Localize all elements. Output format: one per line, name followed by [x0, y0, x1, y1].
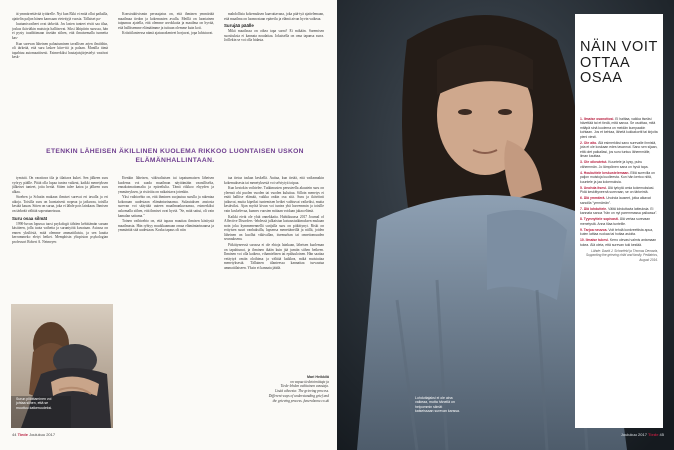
paragraph: Etenkin läheisen, väkivaltaisen tai tapaturmaisen läheisen kuolema voi saada maailman näyttämään vaaralliselta, ennakoimattomalta ja epäreilulta. Tämä riikkoo ehyyden ja ymmärryksen, ja ristiriita on ratkaistava jotenkin.: [118, 176, 214, 194]
subheading: Suru osaa silmät: [12, 215, 48, 221]
tip-number: 8.: [580, 217, 583, 222]
tip-number: 6.: [580, 196, 583, 201]
tip-text: Eiliä surevilla on paljon muistoja kuolleesta. Kun hän kertoo niitä, kuuntele ja jaa kokemuksia.: [580, 170, 655, 184]
tip-number: 3.: [580, 160, 583, 165]
tip-text: Voit tehdä konkreettista apua, kuten laittaa ruokaa tai hoitaa asioita.: [580, 227, 654, 237]
column-1-bottom: [12, 176, 108, 298]
tip-number: 4.: [580, 170, 583, 175]
tip-item: [580, 186, 658, 195]
paragraph: 1990-luvun lopussa tuosi psykologit tähtien kehittämän suruan käsitteen, jolla tuota vaihetta ja suruntyötä kuvataan. Asiassa on ennen yksilöstä, mitä olemme ammattilaisia, ja sen kautta kerrommeko eletyt hetket. Memphisin yliopiston psykologian professori Robert A. Neimeyer.: [12, 221, 108, 244]
photo-caption: Lohduttajaksi ei ole aina vaikeaa, mutta hänellä on helpommin silmät katseissaan surevan kanssa.: [415, 396, 460, 413]
column-2-bottom: [118, 176, 214, 424]
tip-number: 2.: [580, 140, 583, 145]
paragraph: tymistä. On varattava tila ja tilattava kuket. Sen jälkeen suru vyöryy päälle. Pitää olla lupaa tuntea vaikeat, kaikki menetyksen jälkeiset tunteet, joita herää. Sitten tulee katoa ja jälkeen suru alkaa.: [12, 176, 108, 194]
tip-title: Ilmaise osanottosi.: [583, 116, 615, 121]
tip-title: Ilmaise tukesi.: [585, 238, 609, 243]
tip-number: 5.: [580, 185, 583, 190]
photo-caption: Surun piilottaminen voi johtaa siihen, että se muuttuu katkeruudeksi.: [16, 397, 53, 410]
paragraph: Kun surevan läheinen paluutuminen tavallisen arjen ilmiöihin, oli tärkeää, että suru laskee kiire-ttä ja palaan. Monilla tämä tapahtuu automaattisesti. Esimerkiksi hautajaisjärjestelyt vaativat kesk-: [12, 41, 108, 60]
column-2-top: [118, 12, 214, 138]
page-number: 45: [659, 432, 664, 437]
tip-text: Älä tyrkytä omia kokemuksiasi. Pidä keskittyneenä surevaan, se on tärkeintä.: [580, 185, 655, 195]
tip-item: [580, 196, 658, 205]
source-note: Lähde: David J. Schonfeld ja Thomas Demaria, Supporting the grieving child and family. Pediatrics, August 2016.: [585, 249, 658, 262]
tip-text: Unohda lauseet, jotka alkavat sanoilla "ymmärrän".: [580, 196, 651, 205]
tip-item: [580, 171, 658, 185]
sidebar-title: NÄIN VOIT OTTAA OSAA: [580, 39, 658, 86]
tips-list: [580, 117, 658, 248]
right-footer: [621, 432, 664, 437]
tip-title: Tyynnyttele sopivasti.: [583, 217, 619, 222]
page-number: 44: [12, 432, 17, 437]
column-1-top: [12, 12, 108, 138]
tip-title: Unohda itsesi.: [583, 185, 607, 190]
tip-text: Vältä lohduttavia latteuksia. Ei kannata sanoa "hän on nyt paremmassa paikassa".: [580, 206, 658, 216]
magazine-brand: Tiede: [17, 432, 28, 437]
tip-number: 9.: [580, 227, 583, 232]
issue-label: Joulukuu 2017: [29, 432, 56, 437]
tip-text: Kuuntele ja kysy, puhu vähemmän. Jo lämpöinen sana on hyvä tapa.: [580, 160, 649, 169]
subheading: Surujää päälle: [224, 23, 254, 29]
tip-title: Tarjoa neuvoa.: [583, 227, 608, 232]
tip-number: 7.: [580, 206, 583, 211]
tip-item: [580, 228, 658, 237]
paragraph: taa tietoa tuskan keskellä. Auttaa, kun tietää, että vaikeanakin kokemuksesta tai menetyksestä voi selviytyä toipua.: [224, 176, 324, 185]
tip-text: Kerro olevasi valmis antamaan tukea. Älä oleta, että surevan tuki kestää.: [580, 238, 657, 247]
tip-number: 10.: [580, 238, 585, 243]
paragraph: Kun kestokin voihtelee. Tutkimusten perusteella akuutein suru on yleensä ohi puolen vuoden tai vuoden kuluttua. Silloin menetys ei enää hallitse elämää, vaikka onkin osa sitä. Suru ja ikävöinti jatkuvat, mutta kipeiksi tuntemisen hetket vaihtuvat vaikeiksi, mutta kestäviksi. Ajan myötä kivun voi tuntea yhä harvemmin ja toisille vain koskelevaa, kunnes vuosien mittaan voidaan jakaa elämä.: [224, 186, 324, 214]
tip-item: [580, 207, 658, 216]
paragraph: luutumisvaiheet ovat tärkeitä. Jos lasten tunteet eivät saa tilaa, joskus ikäviäkin muistoja hallitsevat. Siksi lähipiirin surussa, hän ei pysty tuudittimaan itseään siihen, että ilmaisemalla tunnetta kas-: [12, 22, 108, 40]
paragraph: Stoeben ja Schutin mukaan ihmiset surevat eri tavalla ja eri aikoja. Toisilla suru on luontaisesti nopeaa ja jatkuvaa, toisilla kestää kauan. Sitten on surua, joka ei lähde pois lainkaan. Ihmisen on tärkeää välttää sopeutuneisuus.: [12, 195, 108, 214]
tip-text: Älä vertaa surevaan menetystä. Anna tilaa tunteille.: [580, 217, 651, 226]
author-line: on vapaa tiedetoimittaja ja: [290, 379, 329, 384]
tip-title: Ole oikeutetut.: [583, 160, 608, 165]
paragraph: Pitkittyneessä surussa ei ole ehtoja lainkaan, läheisen kuoleman on tapahtunut, ja ihminen ikään kuin jää jumiin siihen hetkeen. Ihminen voi olla katkera, vihamielinen tai epäluuloinen. Hän saattaa vetäytyä omiin oloihinsa ja välttää kaikkea, mikä muistuttaa menetyksestä. Tällainen tilanteessa kannattaa turvautua ammattilaiseen. Yksin ei kannata jäädä.: [224, 243, 324, 270]
author-box: [236, 375, 329, 403]
tip-title: Älä ymmärrä.: [583, 196, 606, 201]
tip-item: [580, 160, 658, 169]
column-3-bottom: [224, 176, 324, 372]
tip-title: Houkuttele keskustelemaan.: [583, 170, 630, 175]
column-3-top: [224, 12, 324, 138]
author-line: Different ways of understanding grief and: [268, 393, 329, 398]
tips-sidebar: [575, 14, 663, 428]
author-line: Tiede-lehden vakituinen avustaja.: [280, 384, 329, 389]
paragraph: Konstruktivismin perusajatus on, että ihminen ymmärtää maailmaa tiedon ja kokemusten avulla. Meillä on luontainen taipumus ajatella, että olemme arvokkaita ja maailma on hyvää, että hallitsemme elämäämme ja tuttuun olemme kuin koti.: [118, 12, 214, 30]
paragraph: mahdollisia kokemuksen kaavattavana, joka pää-tyä ajattelemaan, että maailma on luonnostaan epäreilu ja elämä aivan hyvin vaikeaa.: [224, 12, 324, 21]
tip-item: [580, 117, 658, 140]
issue-label: Joulukuu 2017: [620, 432, 647, 437]
author-name: Mari Heikkilä: [307, 375, 329, 379]
paragraph: Yksi vaihtoehto on, että ihminen suojautuu surulla ja rakentaa kokonaan uudestaan elämäntarinaansa. Sulautuksen ansiosta surevan voi sääyttää uuteen maailmankuvaansa, esimerkiksi uskomalla siihen, että ihmiset ovat hyviä. "Se, mitä sattui, oli vain kamalan sattuma.": [118, 195, 214, 218]
tip-text: Ei haittaa, vaikka itseäsi hävettää tai et tiedä, mitä sanoa. Se osoittaa, mitä mitäpä sinä kuolema on meidän kumpaakin kohtaan. Jos et kehtaa, lähetä kukkakortti tai kirjoita pieni viesti.: [580, 116, 658, 139]
tip-text: Älä esimerkiksi sano surevalle ihmistä, jota et ole koskaan edes tavannut. Sano sen sijaan, että olet paikallasi, jos suru tuntuu lähemmälle, ilman kauttaa.: [580, 140, 658, 159]
left-footer: [12, 432, 55, 437]
paragraph: Toinen vaihtoehto on, että tapaus muuttaa ihmisen käsitystä maailmasta. Hän ryhtyy muokkaamaan omaa elämäntarinaansa ja ymmärtää sitä uudestaan. Koska tapaus oli niin: [118, 219, 214, 233]
magazine-brand: Tiede: [648, 432, 659, 437]
paragraph: Kriisitilanteessa nämä ajatusrakenteet horjuvat, jopa luhistuvat.: [122, 31, 214, 36]
paragraph: Mikä maailassa on oikea tapa surra? Ei mikään. Suremisen suosituksia ei kannata noudattaa. Jokaisella on oma tapansa surra. Joillekin se voi olla hidasta.: [224, 29, 324, 43]
tip-item: [580, 217, 658, 226]
tip-item: [580, 141, 658, 159]
tip-title: Ole aito.: [583, 140, 598, 145]
author-line: the grieving process. funeralzone.co.uk: [272, 398, 329, 403]
tip-title: Älä lohduttele.: [583, 206, 608, 211]
author-line: Lisää aiheesta: The grieving process.: [275, 389, 329, 394]
tip-item: [580, 238, 658, 247]
paragraph: Kaikki eivät ole yhtä onnekkaita. Huhtikuussa 2017 Journal of Affective Disorders -lehdessä julkaistun katsaustutkimuksen mukaan noin joka kymmenennellä surijalla suru on pitkittynyt. Riski on erityisen suuri vanhuksilla, lapsensa menettäneillä ja niillä, joiden läheinen on kuollut väkivallan, itsemurhan tai onnettomuuden seurauksena.: [224, 214, 324, 242]
tip-number: 1.: [580, 116, 583, 121]
pull-quote: ETENKIN LÄHEISEN ÄKILLINEN KUOLEMA RIKKOO LUONTAISEN USKON ELÄMÄNHALLINTAAN.: [46, 148, 304, 165]
paragraph: ät ymmärrettävää tyttärelle. Nyt kun Ekki ei enää ollut paikalla, ajattelin paljon hänen kanssaan vietettyjä vuosia. Tällaiset pa-: [12, 12, 108, 21]
